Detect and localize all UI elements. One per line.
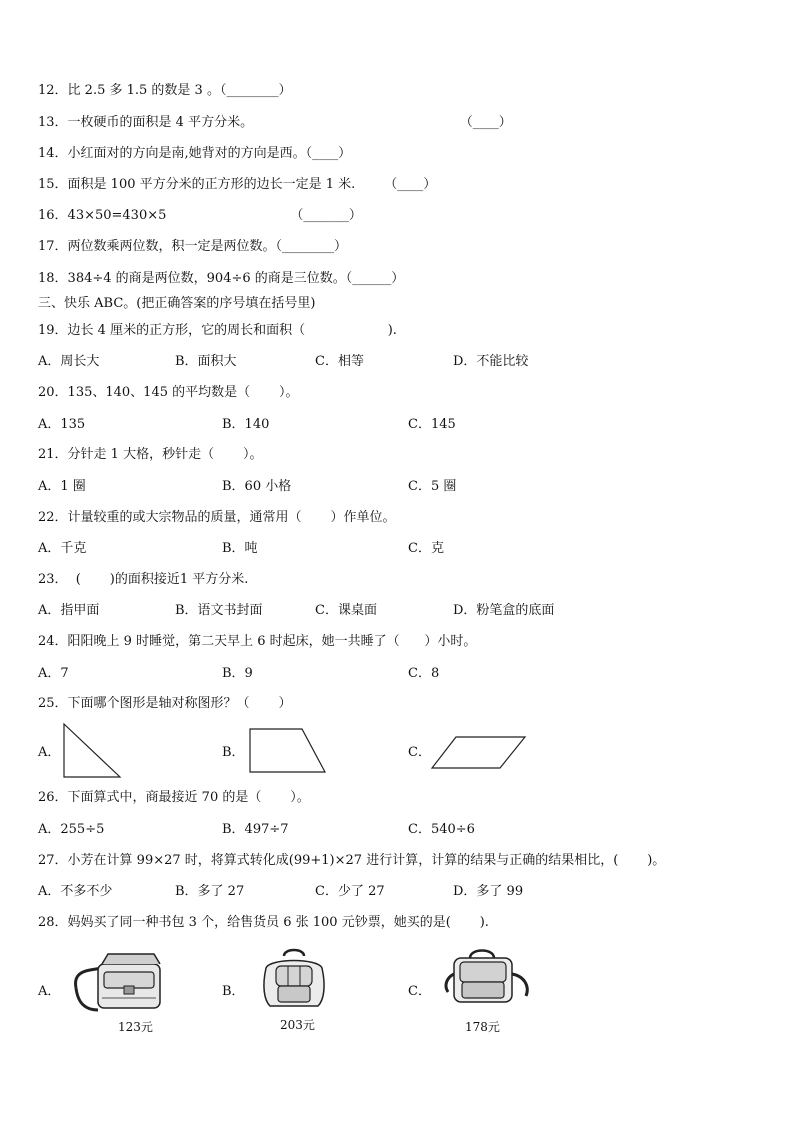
q24-option-c[interactable]: C．8 bbox=[408, 666, 440, 681]
q27-option-b[interactable]: B．多了 27 bbox=[175, 884, 245, 899]
question-18: 18．384÷4 的商是两位数，904÷6 的商是三位数。（______） bbox=[38, 271, 405, 286]
q28-option-a[interactable]: A． bbox=[38, 984, 61, 999]
q21-option-a[interactable]: A．1 圈 bbox=[38, 479, 86, 494]
q19-option-a[interactable]: A．周长大 bbox=[38, 354, 100, 369]
q26-option-b[interactable]: B．497÷7 bbox=[222, 822, 289, 837]
q20-option-b[interactable]: B．140 bbox=[222, 417, 270, 432]
q24-option-a[interactable]: A．7 bbox=[38, 666, 69, 681]
q27-option-d[interactable]: D．多了 99 bbox=[453, 884, 524, 899]
q22-option-b[interactable]: B．吨 bbox=[222, 541, 258, 556]
question-28: 28．妈妈买了同一种书包 3 个，给售货员 6 张 100 元钞票，她买的是( ). bbox=[38, 915, 489, 930]
q23-option-a[interactable]: A．指甲面 bbox=[38, 603, 100, 618]
q19-option-d[interactable]: D．不能比较 bbox=[453, 354, 529, 369]
question-25: 25．下面哪个图形是轴对称图形？（ ） bbox=[38, 696, 292, 711]
question-22: 22．计量较重的或大宗物品的质量，通常用（ ）作单位。 bbox=[38, 510, 396, 525]
q24-option-b[interactable]: B．9 bbox=[222, 666, 253, 681]
q21-option-b[interactable]: B．60 小格 bbox=[222, 479, 292, 494]
q19-option-b[interactable]: B．面积大 bbox=[175, 354, 237, 369]
q25-option-b[interactable]: B． bbox=[222, 745, 245, 760]
q26-option-c[interactable]: C．540÷6 bbox=[408, 822, 475, 837]
q27-option-a[interactable]: A．不多不少 bbox=[38, 884, 113, 899]
question-23: 23． ( )的面积接近1 平方分米. bbox=[38, 572, 249, 587]
q27-option-c[interactable]: C．少了 27 bbox=[315, 884, 385, 899]
question-14: 14．小红面对的方向是南,她背对的方向是西。（____） bbox=[38, 146, 352, 161]
backpack-icon bbox=[258, 946, 330, 1010]
price-a: 123元 bbox=[118, 1020, 153, 1034]
parallelogram-shape bbox=[430, 735, 528, 771]
q20-option-a[interactable]: A．135 bbox=[38, 417, 86, 432]
q21-option-c[interactable]: C．5 圈 bbox=[408, 479, 457, 494]
q26-option-a[interactable]: A．255÷5 bbox=[38, 822, 105, 837]
q25-option-a[interactable]: A． bbox=[38, 745, 61, 760]
right-triangle-shape bbox=[62, 722, 124, 780]
question-13: 13．一枚硬币的面积是 4 平方分米。 （____） bbox=[38, 115, 512, 130]
section-title: 三、快乐 ABC。(把正确答案的序号填在括号里) bbox=[38, 296, 316, 311]
question-16: 16．43×50=430×5 （_______） bbox=[38, 208, 362, 223]
question-21: 21．分针走 1 大格，秒针走（ ）。 bbox=[38, 447, 263, 462]
q28-option-b[interactable]: B． bbox=[222, 984, 245, 999]
q22-option-c[interactable]: C．克 bbox=[408, 541, 444, 556]
question-19: 19．边长 4 厘米的正方形，它的周长和面积（ ). bbox=[38, 323, 397, 338]
q23-option-d[interactable]: D．粉笔盒的底面 bbox=[453, 603, 555, 618]
right-trapezoid-shape bbox=[247, 727, 329, 775]
q19-option-c[interactable]: C．相等 bbox=[315, 354, 364, 369]
messenger-bag-icon bbox=[72, 948, 170, 1014]
satchel-icon bbox=[440, 944, 532, 1008]
price-b: 203元 bbox=[280, 1018, 315, 1032]
q20-option-c[interactable]: C．145 bbox=[408, 417, 456, 432]
price-c: 178元 bbox=[465, 1020, 500, 1034]
question-15: 15．面积是 100 平方分米的正方形的边长一定是 1 米. （____） bbox=[38, 177, 437, 192]
q23-option-b[interactable]: B．语文书封面 bbox=[175, 603, 263, 618]
question-17: 17．两位数乘两位数，积一定是两位数。（________） bbox=[38, 239, 348, 254]
q28-option-c[interactable]: C． bbox=[408, 984, 431, 999]
question-26: 26．下面算式中，商最接近 70 的是（ ）。 bbox=[38, 790, 310, 805]
question-12: 12．比 2.5 多 1.5 的数是 3 。（________） bbox=[38, 83, 292, 98]
question-24: 24．阳阳晚上 9 时睡觉，第二天早上 6 时起床，她一共睡了（ ）小时。 bbox=[38, 634, 477, 649]
question-20: 20．135、140、145 的平均数是（ ）。 bbox=[38, 385, 299, 400]
q22-option-a[interactable]: A．千克 bbox=[38, 541, 87, 556]
q25-option-c[interactable]: C． bbox=[408, 745, 431, 760]
question-27: 27．小芳在计算 99×27 时，将算式转化成(99+1)×27 进行计算，计算的结果与正确的结果相比，( )。 bbox=[38, 853, 666, 868]
q23-option-c[interactable]: C．课桌面 bbox=[315, 603, 377, 618]
